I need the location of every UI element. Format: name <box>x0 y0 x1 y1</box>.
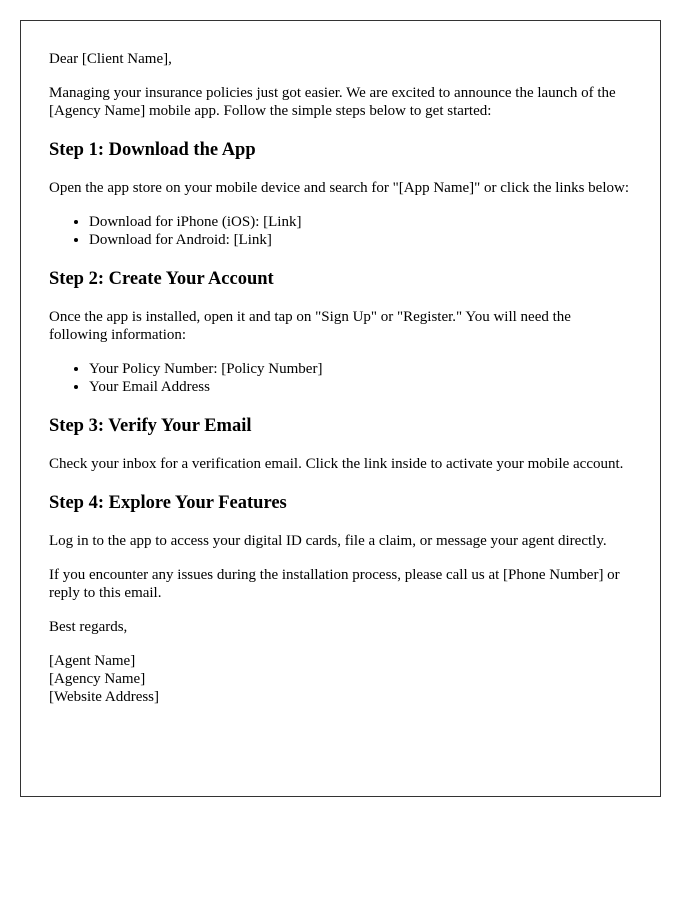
list-item-android: • Download for Android: [Link] <box>89 231 632 249</box>
step-3-text: Check your inbox for a verification email. Click the link inside to activate your mobile account. <box>49 456 624 472</box>
website-address: [Website Address] <box>49 689 160 705</box>
greeting: Dear [Client Name], <box>49 51 172 67</box>
step-1-text: Open the app store on your mobile device and search for "[App Name]" or click the links below: <box>49 180 629 196</box>
required-info-list <box>49 360 632 396</box>
support-paragraph: If you encounter any issues during the installation process, please call us at [Phone Number] or reply to this email. <box>49 567 620 601</box>
step-1-heading: Step 1: Download the App <box>49 140 256 160</box>
intro-paragraph: Managing your insurance policies just got easier. We are excited to announce the launch of the [Agency Name] mobile app. Follow the simple steps below to get started: <box>49 85 616 119</box>
letter <box>20 20 661 797</box>
signature <box>49 652 632 706</box>
step-4-text: Log in to the app to access your digital ID cards, file a claim, or message your agent directly. <box>49 533 607 549</box>
closing: Best regards, <box>49 619 128 635</box>
agent-name: [Agent Name] <box>49 653 136 669</box>
list-item-ios: • Download for iPhone (iOS): [Link] <box>89 213 632 231</box>
step-2-heading: Step 2: Create Your Account <box>49 269 274 289</box>
step-3-heading: Step 3: Verify Your Email <box>49 416 252 436</box>
step-4-heading: Step 4: Explore Your Features <box>49 493 287 513</box>
download-links-list <box>49 213 632 249</box>
agency-name: [Agency Name] <box>49 671 146 687</box>
list-item-policy-number: • Your Policy Number: [Policy Number] <box>89 360 632 378</box>
list-item-email: • Your Email Address <box>89 378 632 396</box>
step-2-text: Once the app is installed, open it and tap on "Sign Up" or "Register." You will need the following information: <box>49 309 571 343</box>
